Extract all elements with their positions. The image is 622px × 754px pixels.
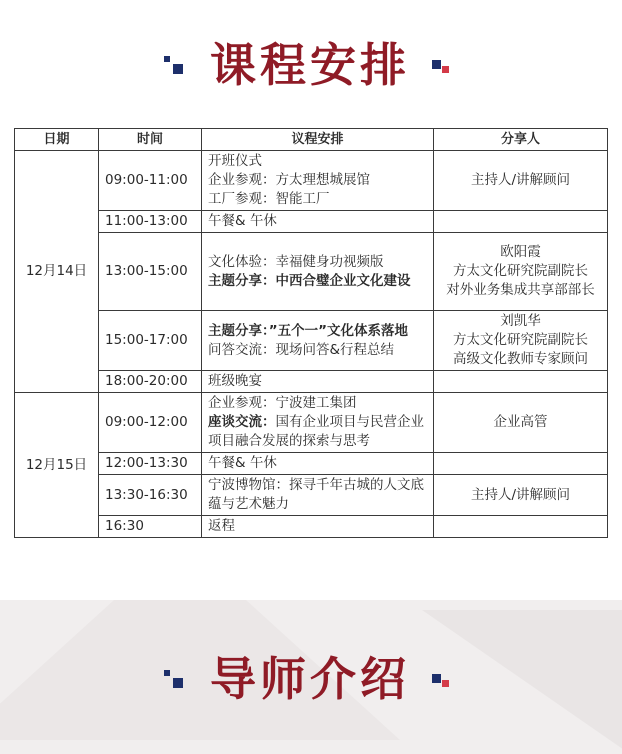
speaker-line: 主持人/讲解顾问 <box>470 486 571 503</box>
time-cell: 13:00-15:00 <box>99 233 202 311</box>
speaker-cell <box>434 233 608 311</box>
agenda-line: 午餐& 午休 <box>208 455 277 471</box>
table-row <box>15 151 608 211</box>
date-cell: 12月15日 <box>15 393 99 538</box>
date-cell: 12月14日 <box>15 151 99 393</box>
agenda-line: 班级晚宴 <box>208 373 262 389</box>
speaker-line: 企业高管 <box>493 414 548 430</box>
speaker-cell <box>434 453 608 475</box>
schedule-table <box>14 128 608 538</box>
time-cell: 16:30 <box>99 516 202 538</box>
speaker-line: 方太文化研究院副院长 <box>453 332 588 348</box>
mentors-title-row <box>0 652 622 706</box>
speaker-line: 高级文化教师专家顾问 <box>453 351 588 367</box>
table-row <box>15 453 608 475</box>
time-cell: 18:00-20:00 <box>99 371 202 393</box>
speaker-cell <box>434 211 608 233</box>
agenda-line: 问答交流：现场问答&行程总结 <box>208 341 395 358</box>
time-cell: 13:30-16:30 <box>99 475 202 516</box>
mentors-section-title: 导师介绍 <box>210 652 410 706</box>
agenda-cell <box>202 233 434 311</box>
table-row <box>15 393 608 453</box>
table-row <box>15 311 608 371</box>
speaker-line: 欧阳霞 <box>500 244 541 260</box>
agenda-line: 主题分享：中西合璧企业文化建设 <box>208 272 411 289</box>
schedule-title-row <box>0 38 622 92</box>
header-time: 时间 <box>99 129 202 151</box>
agenda-cell <box>202 371 434 393</box>
agenda-line: 企业参观：方太理想城展馆 <box>208 172 370 188</box>
header-agenda: 议程安排 <box>202 129 434 151</box>
speaker-line: 对外业务集成共享部部长 <box>446 282 595 298</box>
time-cell: 09:00-11:00 <box>99 151 202 211</box>
speaker-cell <box>434 151 608 211</box>
speaker-cell <box>434 311 608 371</box>
agenda-cell <box>202 393 434 453</box>
decorative-squares-icon <box>432 666 458 692</box>
agenda-line: 开班仪式 <box>208 153 262 169</box>
speaker-cell <box>434 516 608 538</box>
agenda-line: 返程 <box>208 518 235 534</box>
table-row <box>15 211 608 233</box>
schedule-section-title: 课程安排 <box>210 38 410 92</box>
speaker-cell <box>434 371 608 393</box>
agenda-cell <box>202 475 434 516</box>
speaker-line: 刘凯华 <box>500 313 541 329</box>
decorative-squares-icon <box>164 52 190 78</box>
agenda-line: 午餐& 午休 <box>208 213 277 229</box>
decorative-squares-icon <box>164 666 190 692</box>
table-header-row <box>15 129 608 151</box>
agenda-line: 工厂参观：智能工厂 <box>208 191 330 207</box>
header-date: 日期 <box>15 129 99 151</box>
time-cell: 12:00-13:30 <box>99 453 202 475</box>
speaker-line: 方太文化研究院副院长 <box>453 263 588 279</box>
agenda-line: 主题分享：”五个一”文化体系落地 <box>208 322 408 339</box>
agenda-line: 企业参观：宁波建工集团 <box>208 395 357 411</box>
table-row <box>15 475 608 516</box>
table-row <box>15 371 608 393</box>
table-row <box>15 516 608 538</box>
time-cell: 11:00-13:00 <box>99 211 202 233</box>
speaker-cell <box>434 475 608 516</box>
agenda-line: 宁波博物馆：探寻千年古城的人文底蕴与艺术魅力 <box>208 477 424 512</box>
agenda-line <box>208 413 427 451</box>
agenda-cell <box>202 311 434 371</box>
time-cell: 09:00-12:00 <box>99 393 202 453</box>
speaker-line: 主持人/讲解顾问 <box>470 172 571 188</box>
agenda-cell <box>202 211 434 233</box>
agenda-label: 座谈交流： <box>208 414 276 430</box>
agenda-text: 国有企业项目与民营企业项目融合发展的探索与思考 <box>208 414 424 449</box>
time-cell: 15:00-17:00 <box>99 311 202 371</box>
header-speaker: 分享人 <box>434 129 608 151</box>
agenda-line: 文化体验：幸福健身功视频版 <box>208 253 384 270</box>
agenda-cell <box>202 453 434 475</box>
decorative-squares-icon <box>432 52 458 78</box>
table-row <box>15 233 608 311</box>
agenda-cell <box>202 151 434 211</box>
mentor-intro-band <box>0 600 622 754</box>
agenda-cell <box>202 516 434 538</box>
speaker-cell <box>434 393 608 453</box>
